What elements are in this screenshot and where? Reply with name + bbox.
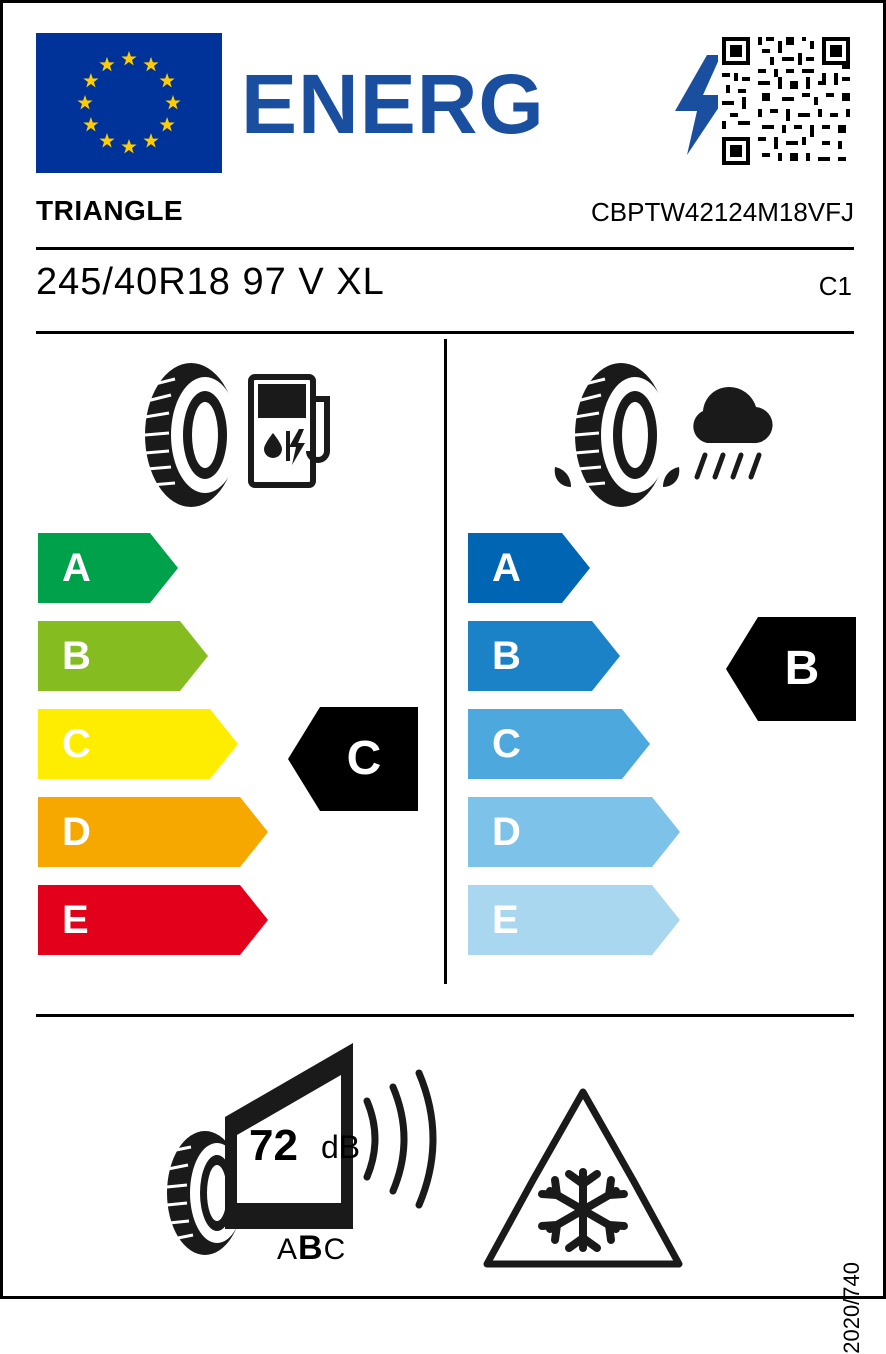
regulation-reference: 2020/740: [839, 1262, 864, 1354]
fuel-grade-d-label: D: [62, 810, 91, 854]
noise-value: 72: [249, 1121, 298, 1170]
fuel-grade-e-label: E: [62, 898, 89, 942]
fuel-pump-tyre-icon: [123, 355, 333, 515]
wet-grade-c-label: C: [492, 722, 521, 766]
brand-row: [36, 195, 854, 250]
fuel-grade-c-label: C: [62, 722, 91, 766]
tyre-type-code: CBPTW42124M18VFJ: [591, 197, 854, 227]
page-title: ENERG: [241, 57, 545, 151]
wet-grip-result-label: B: [784, 642, 820, 695]
noise-class-b: B: [298, 1229, 324, 1267]
wet-grade-a-label: A: [492, 546, 521, 590]
three-peak-mountain-snowflake-icon: [483, 1088, 683, 1268]
fuel-efficiency-result-label: C: [346, 732, 382, 785]
section-divider: [36, 1014, 854, 1017]
size-row: [36, 261, 854, 334]
label-header: [36, 33, 854, 173]
noise-unit: dB: [321, 1129, 361, 1165]
fuel-efficiency-result: [288, 707, 418, 811]
fuel-grade-b-label: B: [62, 634, 91, 678]
wet-grade-d-label: D: [492, 810, 521, 854]
tyre-size: 245/40R18 97 V XL: [36, 261, 385, 303]
qr-code-icon: [718, 33, 854, 169]
brand-name: TRIANGLE: [36, 195, 184, 226]
rain-cloud-tyre-icon: [533, 355, 783, 515]
eu-flag-icon: [36, 33, 222, 173]
noise-class-scale: [277, 1229, 346, 1268]
tyre-class: C1: [818, 271, 852, 301]
noise-class-a: A: [277, 1233, 299, 1266]
wet-grade-e-label: E: [492, 898, 519, 942]
wet-grip-result: [726, 617, 856, 721]
fuel-grade-a-label: A: [62, 546, 91, 590]
column-divider: [444, 339, 447, 984]
noise-section: [153, 1043, 483, 1273]
noise-class-c: C: [323, 1233, 347, 1266]
wet-grade-b-label: B: [492, 634, 521, 678]
